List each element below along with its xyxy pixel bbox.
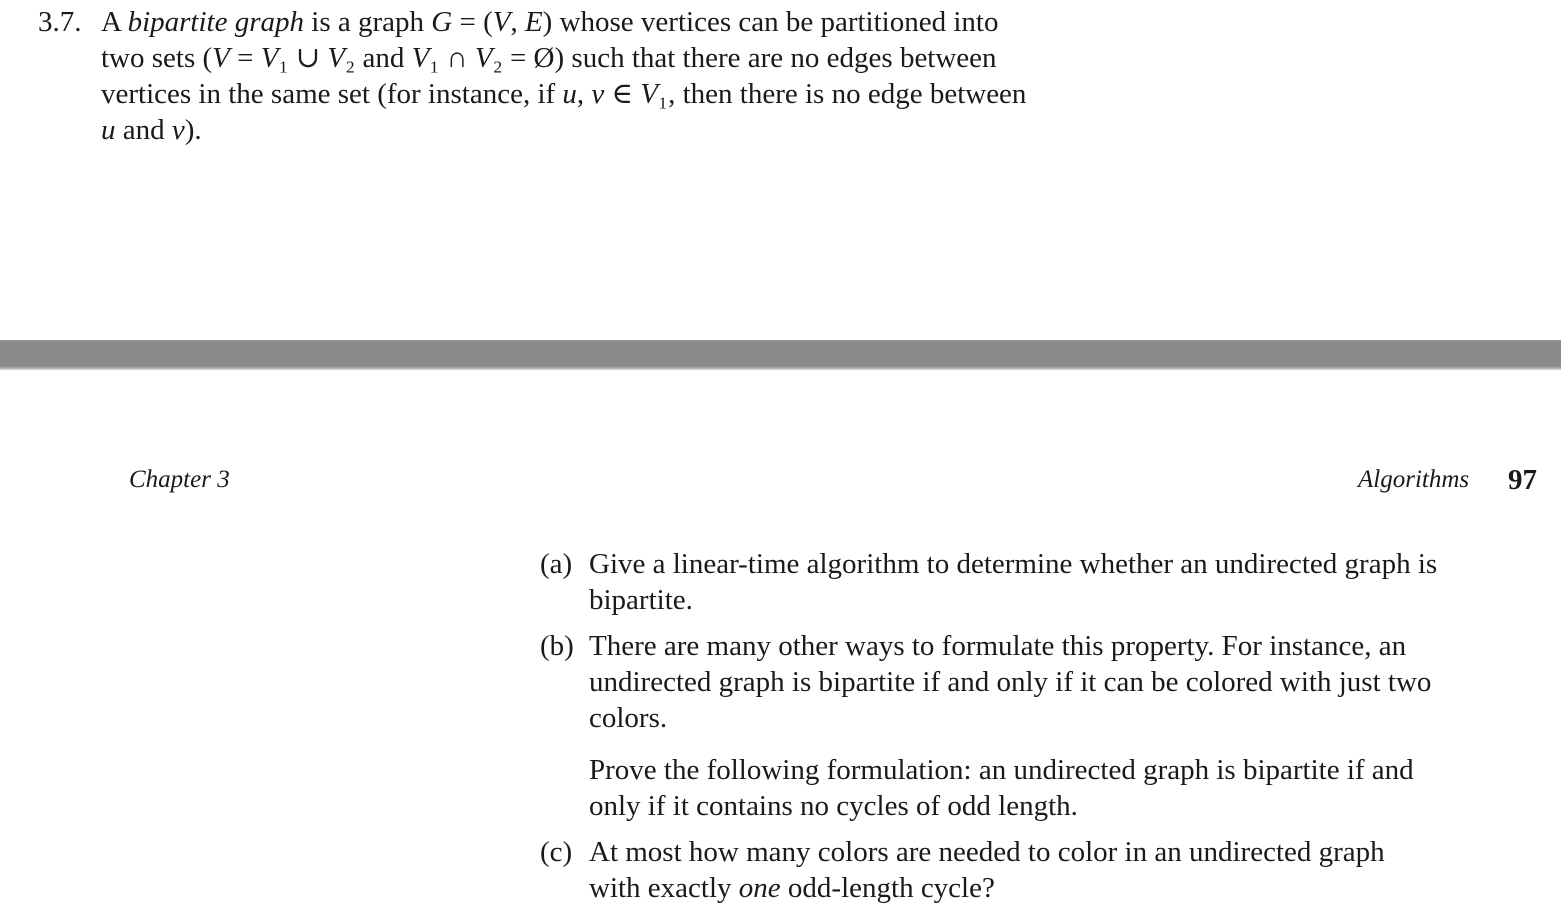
problem-number: 3.7. [38,6,82,38]
part-line: Give a linear-time algorithm to determine whether an undirected graph is [589,548,1438,580]
part-line: Prove the following formulation: an undirected graph is bipartite if and [589,754,1414,786]
page-97-fragment [0,370,1561,913]
math-italic: E [524,6,543,38]
part-b [540,628,1550,824]
part-label: (a) [540,548,573,580]
page-separator [0,340,1561,370]
page-number: 97 [1508,464,1537,496]
math-italic: bipartite graph [127,6,305,38]
math-italic: V [260,42,279,74]
part-b-second-paragraph [589,752,1550,824]
math-italic: v [591,78,605,110]
page-96-fragment [0,0,1561,340]
math-italic: G [431,6,453,38]
part-line: undirected graph is bipartite if and only if it can be colored with just two [589,666,1432,698]
part-line: bipartite. [589,584,693,616]
math-italic: V [492,6,511,38]
math-italic: u [101,114,116,146]
running-head-title: Algorithms [1358,466,1470,493]
part-line: only if it contains no cycles of odd length. [589,790,1078,822]
problem-line: vertices in the same set (for instance, if u, v ∈ V₁, then there is no edge between [101,78,1027,110]
math-italic: u [562,78,577,110]
math-italic: V [640,78,658,110]
problem-parts [540,546,1550,913]
part-line: At most how many colors are needed to color in an undirected graph [589,836,1385,868]
problem-statement [101,4,1158,148]
problem-3-7 [38,4,1158,148]
part-a [540,546,1550,618]
part-line: colors. [589,702,668,734]
problem-line: two sets (V = V₁ ∪ V₂ and V₁ ∩ V₂ = Ø) such that there are no edges between [101,42,997,74]
part-line: There are many other ways to formulate this property. For instance, an [589,630,1407,662]
math-italic: V [474,42,493,74]
running-head-chapter: Chapter 3 [129,466,230,493]
math-italic: one [738,872,781,904]
math-italic: V [327,42,346,74]
math-italic: V [411,42,430,74]
problem-line: A bipartite graph is a graph G = (V, E) whose vertices can be partitioned into [101,6,999,38]
math-italic: v [171,114,185,146]
part-label: (b) [540,630,574,662]
part-label: (c) [540,836,573,868]
part-c [540,834,1550,906]
part-line: with exactly one odd-length cycle? [589,872,995,904]
problem-line: u and v). [101,114,202,146]
math-italic: V [212,42,230,74]
